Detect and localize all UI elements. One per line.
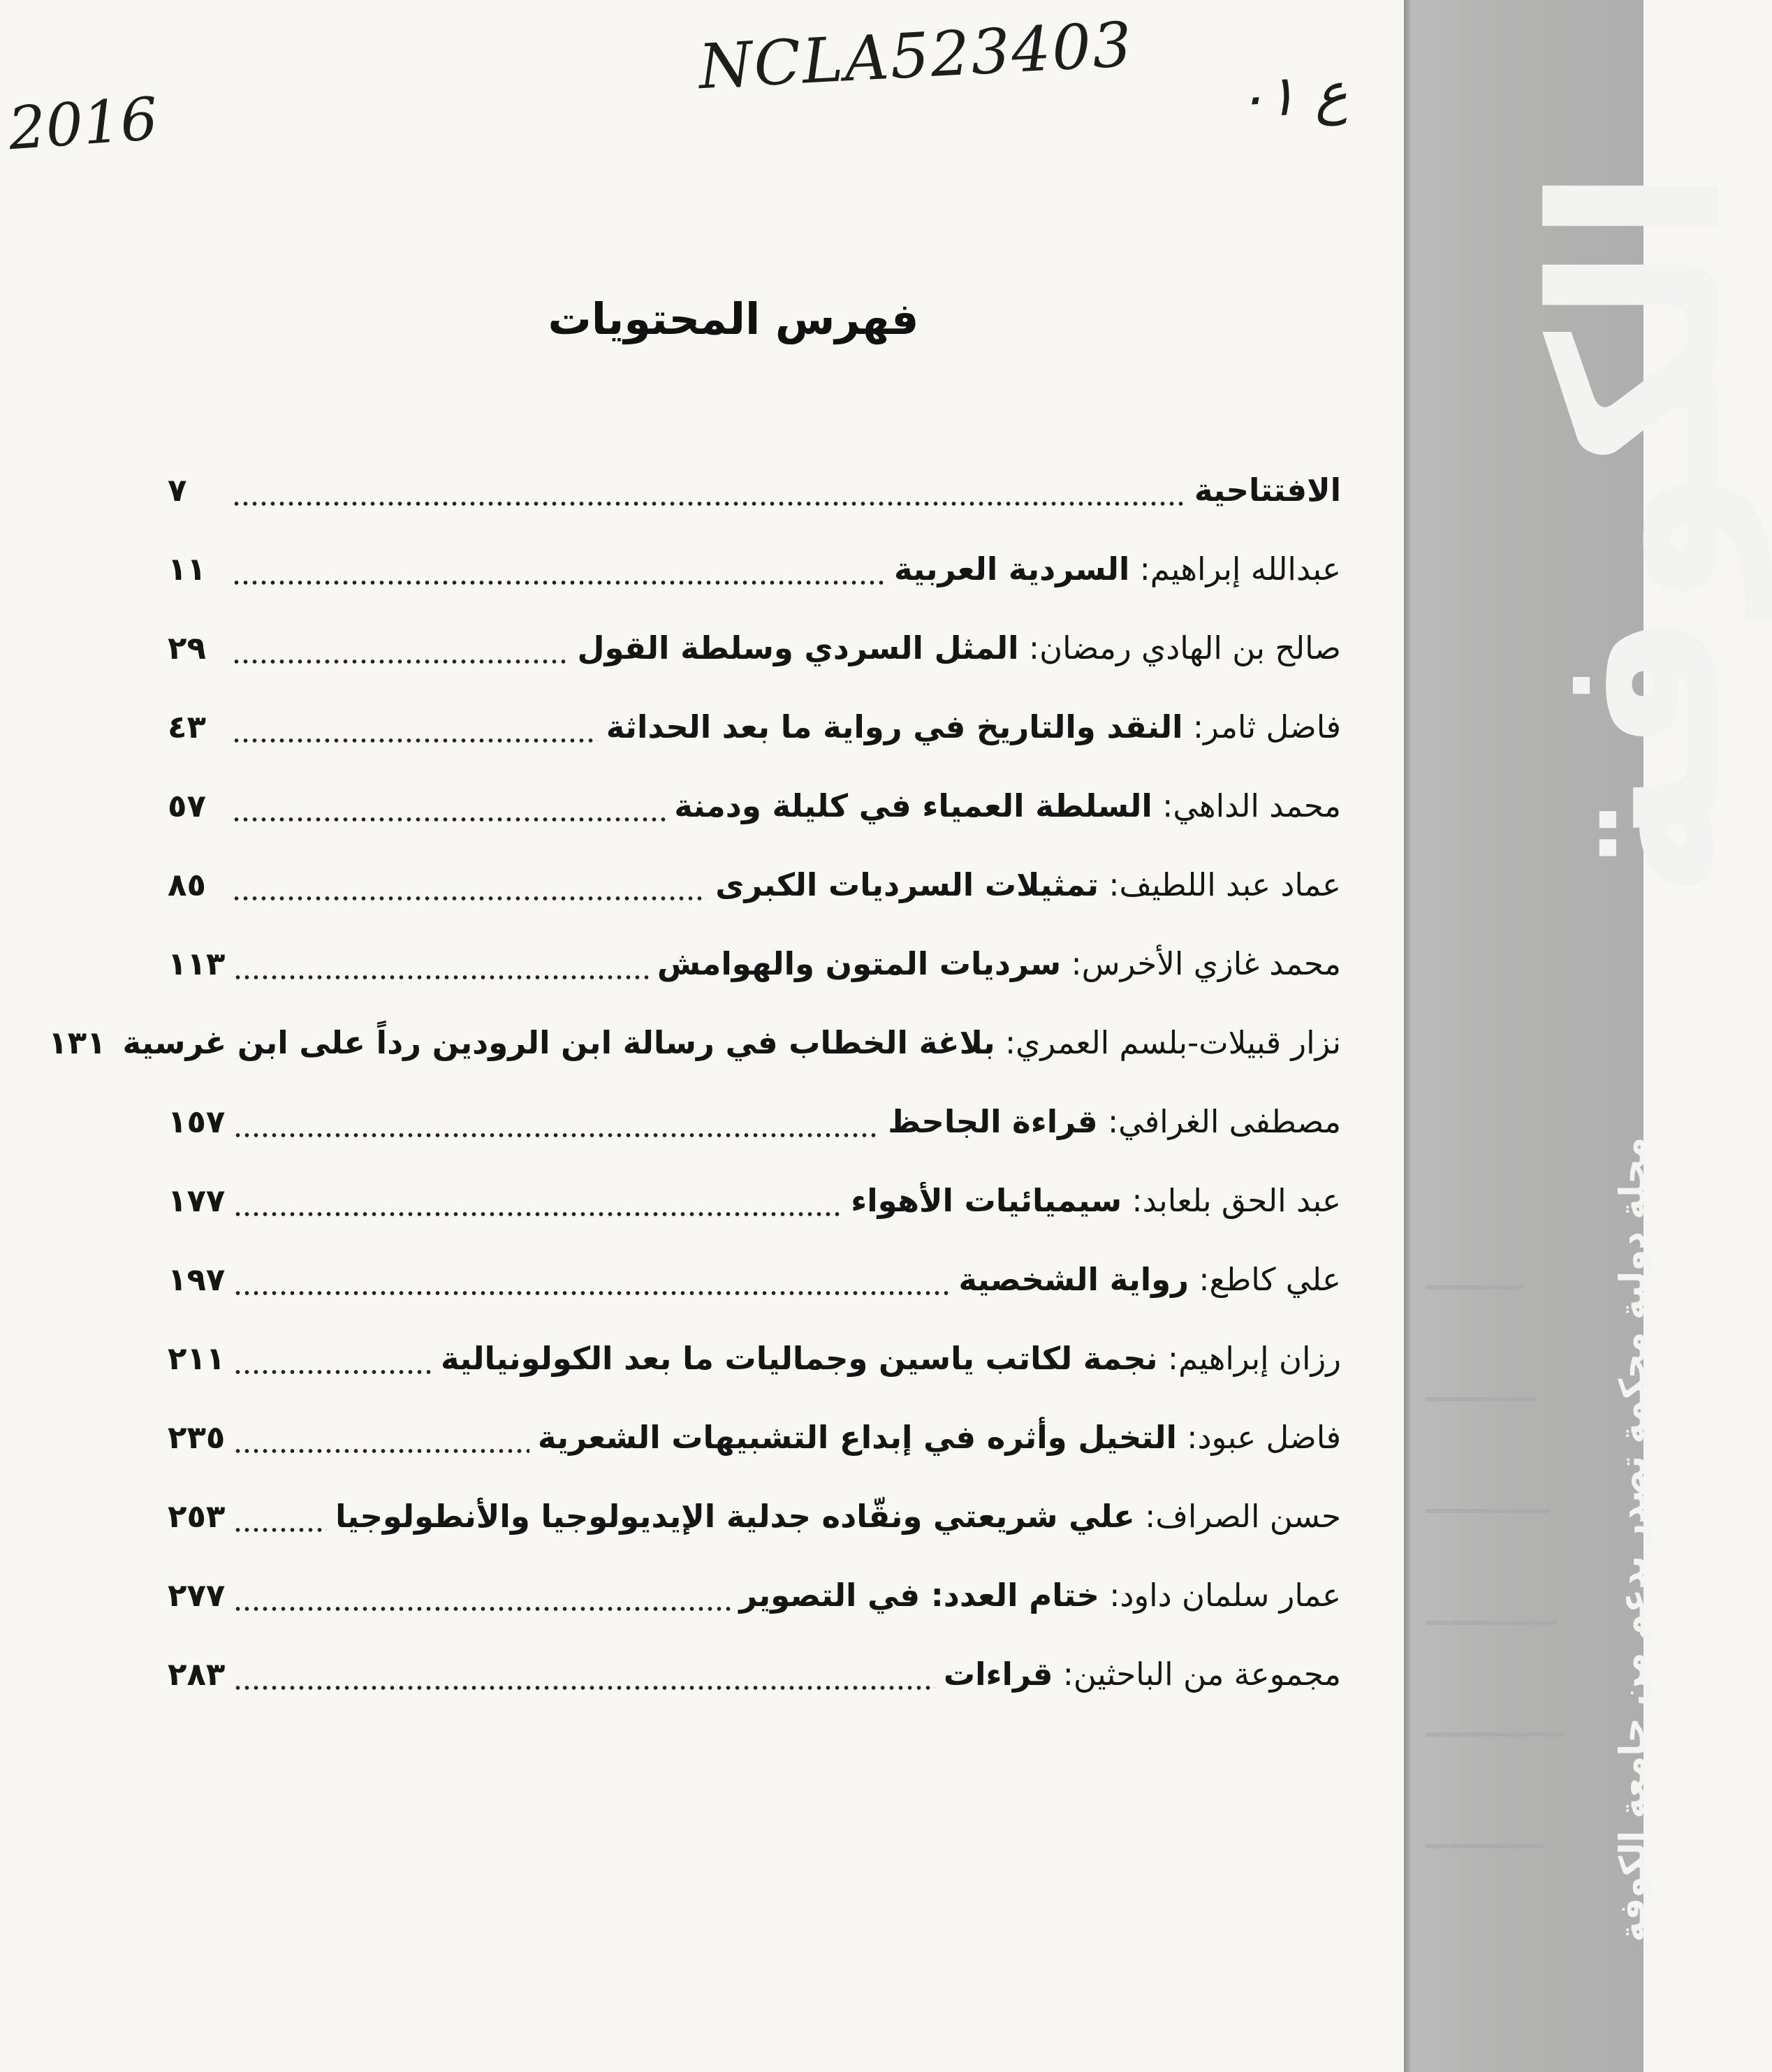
toc-author: رزان إبراهيم xyxy=(1178,1340,1341,1377)
toc-row xyxy=(168,608,1341,687)
toc-article-title: رواية الشخصية xyxy=(958,1261,1189,1298)
toc-row xyxy=(168,1240,1341,1319)
toc-entry xyxy=(674,787,1341,824)
toc-author: فاضل عبود xyxy=(1197,1419,1341,1456)
dot-leader xyxy=(233,1506,327,1538)
toc-row xyxy=(168,451,1341,530)
toc-entry xyxy=(335,1498,1341,1535)
toc-author: فاضل ثامر xyxy=(1203,708,1341,745)
toc-article-title: ختام العدد: في التصوير xyxy=(739,1577,1099,1614)
toc-page-number: ١١٣ xyxy=(168,945,226,982)
toc-row xyxy=(168,1398,1341,1477)
handwritten-catalog-code: NCLA523403 xyxy=(696,8,1135,103)
toc-article-title: الافتتاحية xyxy=(1194,472,1341,509)
dot-leader xyxy=(233,1348,432,1380)
toc-article-title: السلطة العمياء في كليلة ودمنة xyxy=(674,787,1152,824)
toc-entry xyxy=(958,1261,1341,1298)
toc-page-number: ٢٥٣ xyxy=(168,1498,226,1535)
faint-rule xyxy=(1425,1732,1565,1737)
toc-row xyxy=(48,1003,1341,1082)
toc-author: حسن الصراف xyxy=(1155,1498,1341,1535)
toc-separator: : xyxy=(1129,550,1150,588)
toc-page-number: ٨٥ xyxy=(168,866,206,903)
toc-page-number: ١٣١ xyxy=(48,1024,106,1061)
toc-author: عمار سلمان داود xyxy=(1120,1577,1341,1614)
toc-separator: : xyxy=(995,1024,1016,1061)
toc-separator: : xyxy=(1134,1498,1156,1535)
toc-entry xyxy=(657,945,1341,982)
toc-separator: : xyxy=(1099,1577,1120,1614)
toc-entry xyxy=(606,708,1341,745)
page-title: فهرس المحتويات xyxy=(548,293,919,344)
faint-rule xyxy=(1425,1397,1537,1401)
toc-page-number: ٢٣٥ xyxy=(168,1419,226,1456)
toc-page-number: ١١ xyxy=(168,550,206,588)
toc-separator: : xyxy=(1099,866,1120,903)
toc-article-title: النقد والتاريخ في رواية ما بعد الحداثة xyxy=(606,708,1183,745)
toc-page-number: ٢١١ xyxy=(168,1340,226,1377)
toc-article-title: المثل السردي وسلطة القول xyxy=(577,629,1019,666)
strip-edge xyxy=(1404,0,1411,2072)
toc-author: عبد الحق بلعابد xyxy=(1142,1182,1341,1219)
toc-entry xyxy=(538,1419,1341,1456)
toc-article-title: تمثيلات السرديات الكبرى xyxy=(715,866,1099,903)
cover-title: الكوفة xyxy=(1504,166,1772,901)
dot-leader xyxy=(232,638,569,669)
cover-strip xyxy=(1404,0,1772,2072)
toc-author: عماد عبد اللطيف xyxy=(1119,866,1341,903)
toc-author: محمد غازي الأخرس xyxy=(1081,945,1341,982)
toc-author: مصطفى الغرافي xyxy=(1118,1103,1341,1140)
toc-entry xyxy=(944,1656,1341,1693)
toc-row xyxy=(168,1477,1341,1556)
toc-row xyxy=(168,1635,1341,1714)
toc-row xyxy=(168,1082,1341,1161)
toc-article-title: نجمة لكاتب ياسين وجماليات ما بعد الكولونيالية xyxy=(440,1340,1158,1377)
toc-article-title: سرديات المتون والهوامش xyxy=(657,945,1062,982)
toc-page-number: ٢٨٣ xyxy=(168,1656,226,1693)
dot-leader xyxy=(232,796,666,827)
toc-page-number: ٢٧٧ xyxy=(168,1577,226,1614)
toc-separator: : xyxy=(1152,787,1173,824)
toc-author: محمد الداهي xyxy=(1173,787,1341,824)
dot-leader xyxy=(233,1427,529,1459)
toc-entry xyxy=(715,866,1341,903)
toc-row xyxy=(168,687,1341,766)
toc-row xyxy=(168,1161,1341,1240)
dot-leader xyxy=(232,717,598,748)
toc-separator: : xyxy=(1176,1419,1198,1456)
faint-rule xyxy=(1425,1285,1523,1290)
toc-separator: : xyxy=(1182,708,1203,745)
toc-page-number: ١٧٧ xyxy=(168,1182,226,1219)
toc-entry xyxy=(1194,472,1341,509)
toc-author: نزار قبيلات-بلسم العمري xyxy=(1016,1024,1341,1061)
toc-article-title: قراءة الجاحظ xyxy=(888,1103,1098,1140)
toc-entry xyxy=(851,1182,1341,1219)
toc-separator: : xyxy=(1189,1261,1210,1298)
dot-leader xyxy=(233,954,649,985)
toc-author: علي كاطع xyxy=(1209,1261,1341,1298)
dot-leader xyxy=(232,559,886,590)
dot-leader xyxy=(232,875,707,906)
toc-separator: : xyxy=(1157,1340,1179,1377)
toc-row xyxy=(168,845,1341,924)
toc-entry xyxy=(888,1103,1341,1140)
toc-article-title: سيميائيات الأهواء xyxy=(851,1182,1122,1219)
dot-leader xyxy=(233,1585,731,1617)
toc-author: صالح بن الهادي رمضان xyxy=(1039,629,1341,666)
toc-page-number: ٤٣ xyxy=(168,708,206,745)
toc-list xyxy=(48,451,1341,1714)
toc-article-title: التخيل وأثره في إبداع التشبيهات الشعرية xyxy=(537,1419,1177,1456)
faint-rule xyxy=(1425,1844,1544,1848)
toc-separator: : xyxy=(1061,945,1082,982)
toc-article-title: علي شريعتي ونقّاده جدلية الإيديولوجيا والأنطولوجيا xyxy=(335,1498,1135,1535)
dot-leader xyxy=(233,1269,950,1301)
toc-entry xyxy=(894,550,1341,588)
toc-row xyxy=(168,530,1341,608)
toc-page-number: ٢٩ xyxy=(168,629,206,666)
toc-entry xyxy=(441,1340,1341,1377)
toc-page-number: ٧ xyxy=(168,472,187,509)
toc-author: عبدالله إبراهيم xyxy=(1150,550,1341,588)
dot-leader xyxy=(233,1111,879,1143)
toc-article-title: قراءات xyxy=(943,1656,1053,1693)
cover-subtitle: مجلة دولية محكمة تصدر بدعم من جامعة الكوفة xyxy=(1612,1137,1653,1942)
handwritten-year: 2016 xyxy=(6,84,160,163)
toc-separator: : xyxy=(1122,1182,1143,1219)
handwritten-issue-ref: ع ۰۱ xyxy=(1234,59,1349,131)
toc-page-number: ١٩٧ xyxy=(168,1261,226,1298)
toc-article-title: السردية العربية xyxy=(893,550,1130,588)
toc-separator: : xyxy=(1018,629,1040,666)
toc-separator: : xyxy=(1097,1103,1119,1140)
toc-row xyxy=(168,766,1341,845)
toc-row xyxy=(168,1319,1341,1398)
toc-row xyxy=(168,1556,1341,1635)
dot-leader xyxy=(232,480,1186,511)
toc-author: مجموعة من الباحثين xyxy=(1073,1656,1341,1693)
toc-separator: : xyxy=(1053,1656,1074,1693)
toc-entry xyxy=(123,1024,1341,1061)
faint-rule xyxy=(1425,1621,1558,1625)
toc-entry xyxy=(577,629,1341,666)
toc-page-number: ١٥٧ xyxy=(168,1103,226,1140)
faint-rule xyxy=(1425,1509,1551,1513)
dot-leader xyxy=(233,1190,842,1222)
toc-article-title: بلاغة الخطاب في رسالة ابن الرودين رداً على ابن غرسية xyxy=(122,1024,995,1061)
toc-row xyxy=(168,924,1341,1003)
toc-entry xyxy=(739,1577,1341,1614)
dot-leader xyxy=(233,1664,935,1695)
toc-page-number: ٥٧ xyxy=(168,787,206,824)
